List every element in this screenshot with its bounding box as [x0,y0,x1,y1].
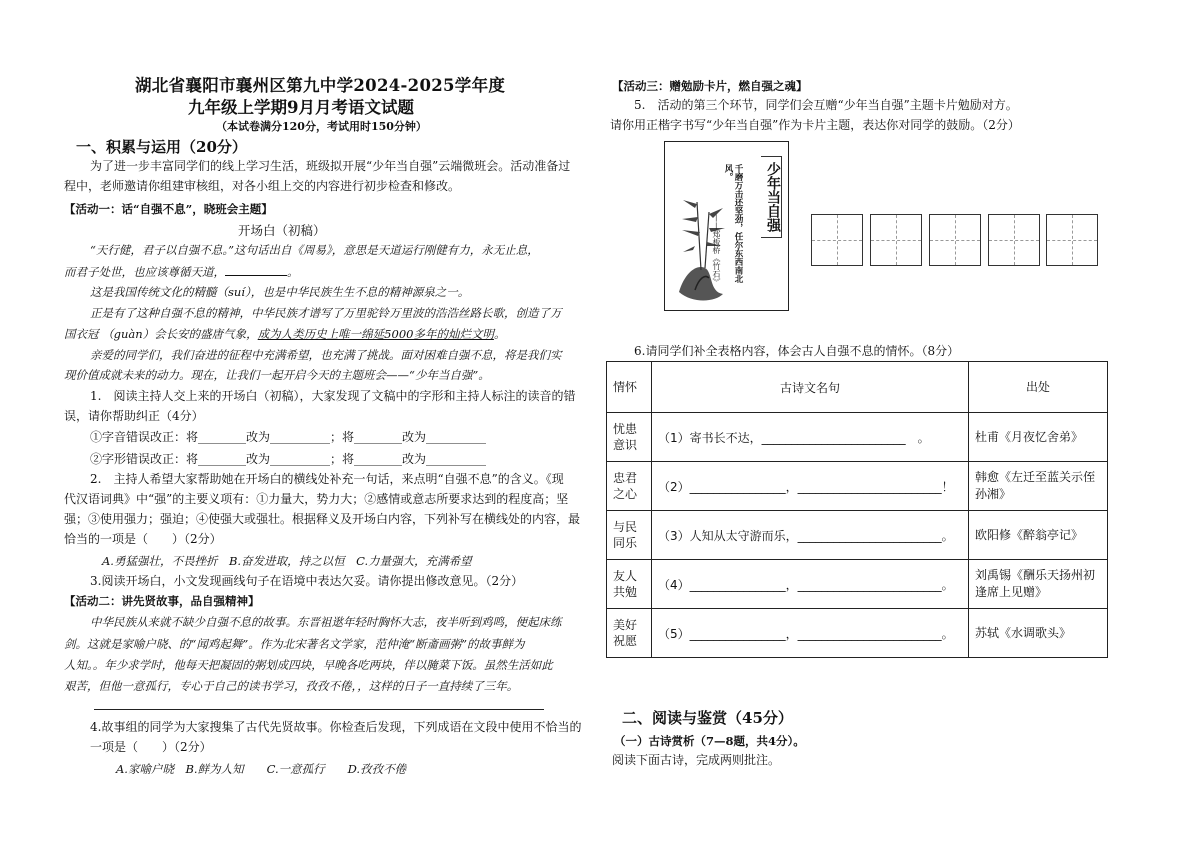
row-line[interactable]: （1）寄书长不达，________________________ 。 [652,413,969,462]
q4-line2: 一项是（ ）（2分） [90,740,212,754]
q5-line1: 5. 活动的第三个环节，同学们会互赠“少年当自强”主题卡片勉励对方。 [634,98,1018,112]
story-line3: 人知。。年少求学时，他每天把凝固的粥划成四块，早晚各吃两块，伴以腌菜下饭。虽然生活如此 [64,658,553,672]
intro-line1: 为了进一步丰富同学们的线上学习生活，班级拟开展“少年当自强”云端微班会。活动准备过 [90,159,571,173]
speech-line7: 现价值成就未来的动力。现在，让我们一起开启今天的主题班会——“少年当自强”。 [64,368,490,382]
row-theme: 与民同乐 [607,511,652,560]
q2-line4: 恰当的一项是（ ）（2分） [64,532,222,546]
table-row [607,413,1108,462]
q4-line1: 4.故事组的同学为大家搜集了古代先贤故事。你检查后发现，下列成语在文段中使用不恰当的 [90,720,582,734]
card-author: ——郑板桥《竹石》 [712,214,721,286]
row-line[interactable]: （2）________________，________________________！ [652,462,969,511]
row-theme: 忠君之心 [607,462,652,511]
q2-line3: 强；③使用强力；强迫；④使强大或强壮。根据释义及开场白内容，下列补写在横线处的内容，最 [64,512,581,526]
q1-answer-pronunciation[interactable]: ①字音错误改正：将________改为__________；将________改为__________ [90,430,487,444]
speech-line5 [64,326,505,342]
speech-line2-text: 而君子处世，也应该尊循天道， [64,265,225,279]
intro-line2: 程中，老师邀请你组建审核组，对各小组上交的内容进行初步检查和修改。 [64,179,461,193]
speech-line1: “天行健，君子以自强不息。”这句话出自《周易》，意思是天道运行刚健有力，永无止息， [90,243,539,257]
row-theme: 友人共勉 [607,560,652,609]
header-line: 古诗文名句 [652,362,969,413]
row-source: 苏轼《水调歌头》 [969,609,1108,658]
table-header-row [607,362,1108,413]
q1-answer-character[interactable]: ②字形错误改正：将________改为__________；将________改为__________ [90,452,487,466]
row-theme: 忧患意识 [607,413,652,462]
poetry-table [606,361,1108,658]
row-source: 杜甫《月夜忆舍弟》 [969,413,1108,462]
subsection1-heading: （一）古诗赏析（7—8题，共4分）。 [614,734,805,748]
speech-blank[interactable] [225,263,287,276]
q5-line2: 请你用正楷字书写“少年当自强”作为卡片主题，表达你对同学的鼓励。（2分） [610,118,1020,132]
q1-line2: 误，请你帮助纠正（4分） [64,409,204,423]
story-line2: 剑。这就是家喻户晓、的“闻鸡起舞”。作为北宋著名文学家，范仲淹“断齑画粥”的故事鲜为 [64,637,525,651]
row-source: 韩愈《左迁至蓝关示侄孙湘》 [969,462,1108,511]
header-source: 出处 [969,362,1108,413]
story-line1: 中华民族从来就不缺少自强不息的故事。东晋祖逖年轻时胸怀大志，夜半听到鸡鸣，便起床练 [90,615,562,629]
section1-heading: 一、积累与运用（20分） [76,138,247,156]
writing-grid-cell-2[interactable] [870,214,922,266]
activity1-heading: 【活动一：话“自强不息”，晓班会主题】 [64,202,273,216]
row-source: 刘禹锡《酬乐天扬州初逢席上见赠》 [969,560,1108,609]
subsection1-instruction: 阅读下面古诗，完成两则批注。 [612,753,781,767]
row-line[interactable]: （4）________________，________________________。 [652,560,969,609]
table-row [607,462,1108,511]
speech-line5c: 。 [493,327,506,341]
activity2-heading: 【活动二：讲先贤故事，品自强精神】 [64,594,260,608]
q4-options: A.家喻户晓 B.鲜为人知 C.一意孤行 D.孜孜不倦 [116,762,407,776]
writing-grid-cell-5[interactable] [1046,214,1098,266]
row-theme: 美好祝愿 [607,609,652,658]
speech-line3: 这是我国传统文化的精髓（suí），也是中华民族生生不息的精神源泉之一。 [90,285,470,299]
q1-line1: 1. 阅读主持人交上来的开场白（初稿），大家发现了文稿中的字形和主持人标注的读音的错 [90,389,576,403]
section2-heading: 二、阅读与鉴赏（45分） [622,709,793,727]
card-title: 少年当自强 [765,162,781,232]
activity3-heading: 【活动三：赠勉励卡片，燃自强之魂】 [612,79,808,93]
speech-line6: 亲爱的同学们，我们奋进的征程中充满希望，也充满了挑战。面对困难自强不息，将是我们实 [90,348,562,362]
header-theme: 情怀 [607,362,652,413]
table-row [607,609,1108,658]
q2-options: A.勇猛强壮，不畏挫折 B.奋发进取，持之以恒 C.力量强大，充满希望 [102,554,472,568]
writing-grid-cell-3[interactable] [929,214,981,266]
q6-text: 6.请同学们补全表格内容，体会古人自强不息的情怀。（8分） [634,344,960,358]
exam-title-line1: 湖北省襄阳市襄州区第九中学2024-2025学年度 [135,76,506,95]
exam-title-line2: 九年级上学期9月月考语文试题 [188,98,414,117]
story-line4: 艰苦，但他一意孤行，专心于自己的读书学习，孜孜不倦，，这样的日子一直持续了三年。 [64,679,519,693]
exam-note: （本试卷满分120分，考试用时150分钟） [216,120,427,133]
row-line[interactable]: （3）人知从太守游而乐，________________________。 [652,511,969,560]
writing-grid-cell-1[interactable] [811,214,863,266]
speech-line5a: 国衣冠 （guàn）会长安的盛唐气象， [64,327,258,341]
divider-line [94,709,544,710]
card-poem: 千磨万击还坚劲，任尔东西南北风。 [723,164,743,283]
speech-line4: 正是有了这种自强不息的精神，中华民族才谱写了万里驼铃万里波的浩浩丝路长歌，创造了万 [90,306,562,320]
writing-grid-cell-4[interactable] [988,214,1040,266]
speech-line2-end: 。 [287,265,299,279]
row-line[interactable]: （5）________________，________________________。 [652,609,969,658]
speech-title: 开场白（初稿） [238,223,326,238]
underlined-sentence: 成为人类历史上唯一绵延5000多年的灿烂文明 [257,327,494,341]
table-row [607,560,1108,609]
table-row [607,511,1108,560]
q2-line1: 2. 主持人希望大家帮助她在开场白的横线处补充一句话，来点明“自强不息”的含义。《现 [90,472,564,486]
speech-line2 [64,263,299,280]
row-source: 欧阳修《醉翁亭记》 [969,511,1108,560]
q2-line2: 代汉语词典》中“强”的主要义项有：①力量大，势力大；②感情或意志所要求达到的程度高；坚 [64,492,569,506]
q3-text: 3.阅读开场白，小文发现画线句子在语境中表达欠妥。请你提出修改意见。（2分） [90,574,524,588]
encouragement-card [664,141,789,311]
